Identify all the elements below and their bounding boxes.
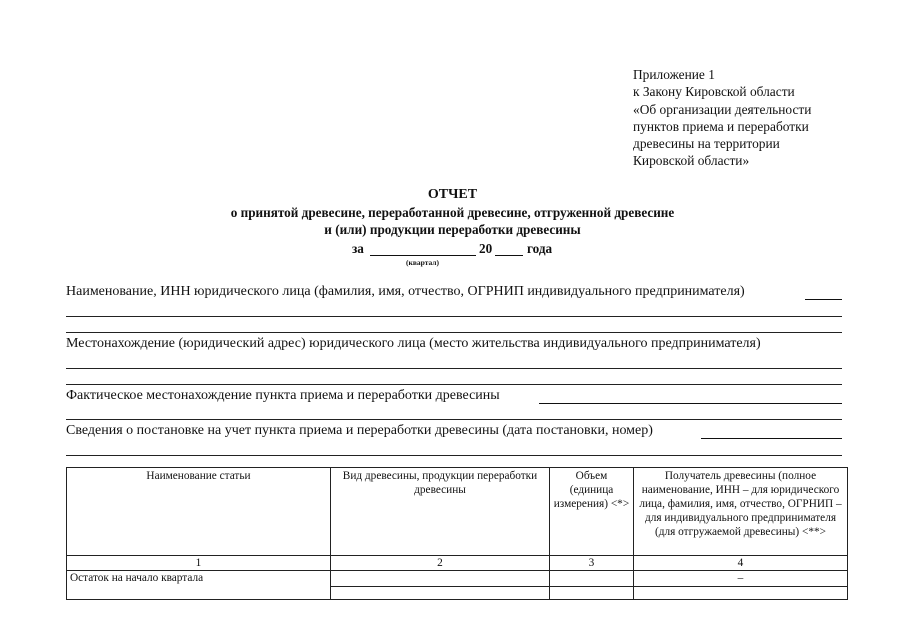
- appendix-line: пунктов приема и переработки: [633, 118, 809, 134]
- fill-line[interactable]: [66, 455, 842, 456]
- table-header-row: [67, 468, 848, 556]
- header-volume: Объем (единица измерения) <*>: [550, 468, 634, 556]
- report-table: [66, 467, 848, 600]
- appendix-line: «Об организации деятельности: [633, 101, 812, 117]
- quarter-blank[interactable]: [370, 255, 476, 256]
- field-registration-blank[interactable]: [701, 438, 842, 439]
- field-location-blank[interactable]: [539, 403, 842, 404]
- field-location-label: Фактическое местонахождение пункта приема и переработки древесины: [66, 388, 500, 403]
- report-subtitle-1: о принятой древесине, переработанной древесине, отгруженной древесине: [230, 205, 675, 220]
- header-wood-type: Вид древесины, продукции переработки древесины: [331, 468, 550, 556]
- fill-line[interactable]: [66, 368, 842, 369]
- row-cell[interactable]: [634, 587, 848, 600]
- fill-line[interactable]: [66, 384, 842, 385]
- header-article: Наименование статьи: [67, 468, 331, 556]
- field-address-label: Местонахождение (юридический адрес) юридического лица (место жительства индивидуального предпринимателя): [66, 336, 761, 351]
- row-cell[interactable]: [550, 587, 634, 600]
- appendix-line: к Закону Кировской области: [633, 84, 795, 100]
- appendix-line: Кировской области»: [633, 153, 750, 169]
- period-year-prefix: 20: [479, 241, 493, 256]
- appendix-block: [633, 66, 811, 170]
- column-number: 2: [331, 556, 550, 571]
- report-title: ОТЧЕТ: [427, 187, 478, 202]
- appendix-line: древесины на территории: [633, 136, 780, 152]
- field-name-label: Наименование, ИНН юридического лица (фамилия, имя, отчество, ОГРНИП индивидуального предпринимателя): [66, 284, 745, 299]
- row-recipient: –: [634, 571, 848, 587]
- report-period: [0, 239, 905, 267]
- field-name-blank[interactable]: [805, 299, 842, 300]
- fill-line[interactable]: [66, 419, 842, 420]
- field-registration-label: Сведения о постановке на учет пункта приема и переработки древесины (дата постановки, номер): [66, 423, 653, 438]
- period-prefix: за: [352, 241, 364, 256]
- period-suffix: года: [527, 241, 553, 256]
- column-number: 4: [634, 556, 848, 571]
- column-number: 1: [67, 556, 331, 571]
- appendix-line: Приложение 1: [633, 67, 715, 82]
- row-cell[interactable]: [331, 571, 550, 587]
- header-recipient: Получатель древесины (полное наименование, ИНН – для юридического лица, фамилия, имя, отчество, ОГРНИП – для индивидуального предпринимателя (для отгружаемой древесины) <**>: [634, 468, 848, 556]
- year-blank[interactable]: [495, 255, 523, 256]
- row-article: Остаток на начало квартала: [67, 571, 331, 600]
- fill-line[interactable]: [66, 316, 842, 317]
- column-number-row: [67, 556, 848, 571]
- row-cell[interactable]: [550, 571, 634, 587]
- row-cell[interactable]: [331, 587, 550, 600]
- column-number: 3: [550, 556, 634, 571]
- table-row: [67, 571, 848, 587]
- report-subtitle-2: и (или) продукции переработки древесины: [324, 222, 581, 237]
- quarter-note: (квартал): [406, 258, 439, 267]
- fill-line[interactable]: [66, 332, 842, 333]
